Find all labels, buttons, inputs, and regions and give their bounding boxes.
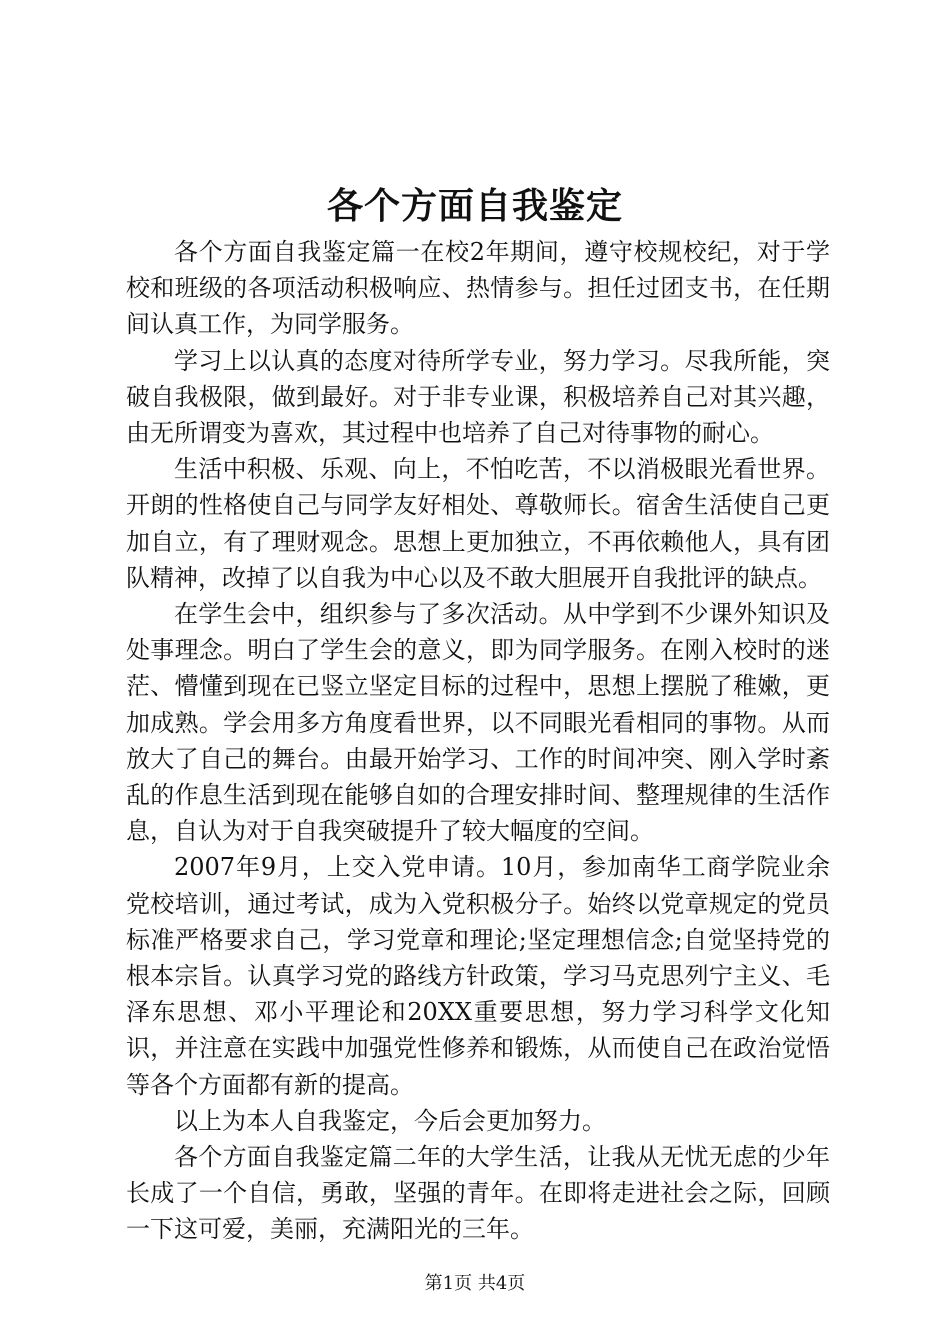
- document-body: [126, 234, 830, 1248]
- paragraph-4: 在学生会中，组织参与了多次活动。从中学到不少课外知识及处事理念。明白了学生会的意义，即为同学服务。在刚入校时的迷茫、懵懂到现在已竖立坚定目标的过程中，思想上摆脱了稚嫩，更加成熟。学会用多方角度看世界，以不同眼光看相同的事物。从而放大了自己的舞台。由最开始学习、工作的时间冲突、刚入学时紊乱的作息生活到现在能够自如的合理安排时间、整理规律的生活作息，自认为对于自我突破提升了较大幅度的空间。: [126, 600, 830, 846]
- paragraph-3: 生活中积极、乐观、向上，不怕吃苦，不以消极眼光看世界。开朗的性格使自己与同学友好相处、尊敬师长。宿舍生活使自己更加自立，有了理财观念。思想上更加独立，不再依赖他人，具有团队精神，改掉了以自我为中心以及不敢大胆展开自我批评的缺点。: [126, 455, 830, 592]
- paragraph-1: 各个方面自我鉴定篇一在校2年期间，遵守校规校纪，对于学校和班级的各项活动积极响应、热情参与。担任过团支书，在任期间认真工作，为同学服务。: [126, 238, 830, 339]
- document-title: 各个方面自我鉴定: [326, 185, 623, 227]
- paragraph-6: 以上为本人自我鉴定，今后会更加努力。: [174, 1106, 606, 1135]
- paragraph-7: 各个方面自我鉴定篇二年的大学生活，让我从无忧无虑的少年长成了一个自信，勇敢，坚强的青年。在即将走进社会之际，回顾一下这可爱，美丽，充满阳光的三年。: [126, 1143, 830, 1244]
- paragraph-2: 学习上以认真的态度对待所学专业，努力学习。尽我所能，突破自我极限，做到最好。对于非专业课，积极培养自己对其兴趣，由无所谓变为喜欢，其过程中也培养了自己对待事物的耐心。: [126, 346, 830, 448]
- paragraph-5: 2007年9月，上交入党申请。10月，参加南华工商学院业余党校培训，通过考试，成为入党积极分子。始终以党章规定的党员标准严格要求自己，学习党章和理论;坚定理想信念;自觉坚持党的根本宗旨。认真学习党的路线方针政策，学习马克思列宁主义、毛泽东思想、邓小平理论和20XX重要思想，努力学习科学文化知识，并注意在实践中加强党性修养和锻炼，从而使自己在政治觉悟等各个方面都有新的提高。: [126, 853, 830, 1099]
- page-number-footer: 第1页 共4页: [424, 1273, 526, 1294]
